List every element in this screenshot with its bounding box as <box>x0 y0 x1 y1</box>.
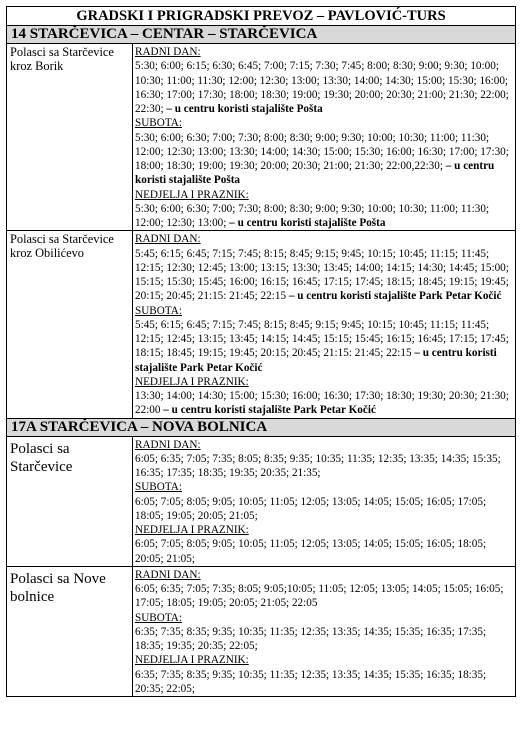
schedule-block-header: NEDJELJA I PRAZNIK: <box>135 375 249 388</box>
schedule-cell <box>133 231 516 418</box>
schedule-block-header: RADNI DAN: <box>135 438 201 451</box>
schedule-block-times: 6:35; 7:35; 8:35; 9:35; 10:35; 11:35; 12:35; 13:35; 14:35; 15:35; 16:35; 17:35; 18:35; 19:35; 20:35; 22:05; <box>135 625 487 652</box>
timetable <box>6 6 516 697</box>
stop-note: – u centru koristi stajalište Park Petar Kočić <box>160 404 376 417</box>
schedule-cell <box>133 44 516 231</box>
stop-note: – u centru koristi stajalište Pošta <box>226 217 386 229</box>
schedule-block-times: 5:45; 6:15; 6:45; 7:15; 7:45; 8:15; 8:45; 9:15; 9:45; 10:15; 10:45; 11:15; 11:45; 12:15; 12:30; 12:45; 13:00; 13:15; 13:30; 13:45; 14:00; 14:15; 14:30; 14:45; 15:00; 15:15; 15:30; 15:45; 16:00; 16:15; 16:45; 17:15; 17:45; 18:15; 18:45; 19:15; 19:45; 20:15; 20:45; 21:15: 21:45; 22:15 – u centru koristi stajalište Park Petar Kočić <box>135 247 509 303</box>
schedule-block-times: 5:30; 6:00; 6:30; 7:00; 7:30; 8:00; 8:30; 9:00; 9:30; 10:00; 10:30; 11:00; 11:30; 12:00; 12:30; 13:00; – u centru koristi stajalište Pošta <box>135 202 490 229</box>
stop-note: – u centru koristi stajalište Pošta <box>135 160 495 187</box>
schedule-block-times: 5:45; 6:15; 6:45; 7:15; 7:45; 8:15; 8:45; 9:15; 9:45; 10:15; 10:45; 11:15; 11:45; 12:15; 12:45; 13:15; 13:45; 14:15; 14:45; 15:15; 15:45; 16:15; 16:45; 17:15; 17:45; 18:15; 18:45; 19:15; 19:45; 20:15; 20:45; 21:15: 21:45; 22:15 – u centru koristi stajalište Park Petar Kočić <box>135 318 509 374</box>
schedule-block-header: NEDJELJA I PRAZNIK: <box>135 654 249 667</box>
schedule-block-times: 5:30; 6:00; 6:15; 6:30; 6:45; 7:00; 7:15; 7:30; 7:45; 8:00; 8:30; 9:00; 9:30; 10:00; 10:30; 11:00; 11:30; 12:00; 12:30; 13:00; 13:30; 14:00; 14:30; 15:00; 15:30; 16:00; 16:30; 17:00; 17:30; 18:00; 18:30; 19:00; 19:30; 20:00; 20:30; 21:00; 21:30; 22:00; 22:30; – u centru koristi stajalište Pošta <box>135 60 509 115</box>
schedule-block-times: 6:05; 7:05; 8:05; 9:05; 10:05; 11:05; 12:05; 13:05; 14:05; 15:05; 16:05; 17:05; 18:05; 19:05; 20:05; 21:05; <box>135 495 487 522</box>
table-row <box>7 566 516 696</box>
table-row <box>7 44 516 231</box>
schedule-block-times: 5:30; 6:00; 6:30; 7:00; 7:30; 8:00; 8:30; 9:00; 9:30; 10:00; 10:30; 11:00; 11:30; 12:00; 12:30; 13:00; 13:30; 14:00; 14:30; 15:00; 15:30; 16:00; 16:30; 17:00; 17:30; 18:00; 18:30; 19:00; 19:30; 20:00; 20:30; 21:00; 21:30; 22:00,22:30; – u centru koristi stajalište Pošta <box>135 131 509 187</box>
table-row <box>7 231 516 418</box>
schedule-block-header: RADNI DAN: <box>135 46 201 58</box>
document-title: GRADSKI I PRIGRADSKI PREVOZ – PAVLOVIĆ-TURS <box>7 7 516 26</box>
schedule-block-header: NEDJELJA I PRAZNIK: <box>135 188 249 201</box>
departure-label: Polasci sa Starčevice kroz Obilićevo <box>7 231 133 418</box>
schedule-block-times: 6:35; 7:35; 8:35; 9:35; 10:35; 11:35; 12:35; 13:35; 14:35; 15:35; 16:35; 18:35; 20:35; 22:05; <box>135 668 487 695</box>
route-header-14: 14 STARČEVICA – CENTAR – STARČEVICA <box>7 26 516 44</box>
schedule-block-header: RADNI DAN: <box>135 233 201 246</box>
schedule-block-header: RADNI DAN: <box>135 568 201 581</box>
schedule-block-times: 13:30; 14:00; 14:30; 15:00; 15:30; 16:00; 16:30; 17:30; 18:30; 19:30; 20:30; 21:30; 22:00 – u centru koristi stajalište Park Petar Kočić <box>135 390 509 417</box>
stop-note: – u centru koristi stajalište Park Petar Kočić <box>135 347 497 374</box>
schedule-block-header: NEDJELJA I PRAZNIK: <box>135 524 249 536</box>
schedule-block-times: 6:05; 6:35; 7:05; 7:35; 8:05; 9:05;10:05; 11:05; 12:05; 13:05; 14:05; 15:05; 16:05; 17:05; 18:05; 19:05; 20:05; 21:05; 22:05 <box>135 583 504 610</box>
schedule-block-times: 6:05; 7:05; 8:05; 9:05; 10:05; 11:05; 12:05; 13:05; 14:05; 15:05; 16:05; 18:05; 20:05; 21:05; <box>135 538 487 565</box>
schedule-block-header: SUBOTA: <box>135 304 182 317</box>
schedule-block-header: SUBOTA: <box>135 481 182 494</box>
schedule-cell <box>133 436 516 566</box>
departure-label: Polasci sa Starčevice <box>7 436 133 566</box>
schedule-block-times: 6:05; 6:35; 7:05; 7:35; 8:05; 8:35; 9:35; 10:35; 11:35; 12:35; 13:35; 14:35; 15:35; 16:35; 17:35; 18:35; 19:35; 20:35; 21:35; <box>135 452 501 479</box>
stop-note: – u centru koristi stajalište Park Petar Kočić <box>286 290 502 303</box>
route-header-17a: 17A STARČEVICA – NOVA BOLNICA <box>7 418 516 436</box>
departure-label: Polasci sa Starčevice kroz Borik <box>7 44 133 231</box>
departure-label: Polasci sa Nove bolnice <box>7 566 133 696</box>
table-row <box>7 436 516 566</box>
schedule-block-header: SUBOTA: <box>135 117 182 130</box>
schedule-cell <box>133 566 516 696</box>
schedule-block-header: SUBOTA: <box>135 611 182 624</box>
stop-note: – u centru koristi stajalište Pošta <box>163 103 323 115</box>
